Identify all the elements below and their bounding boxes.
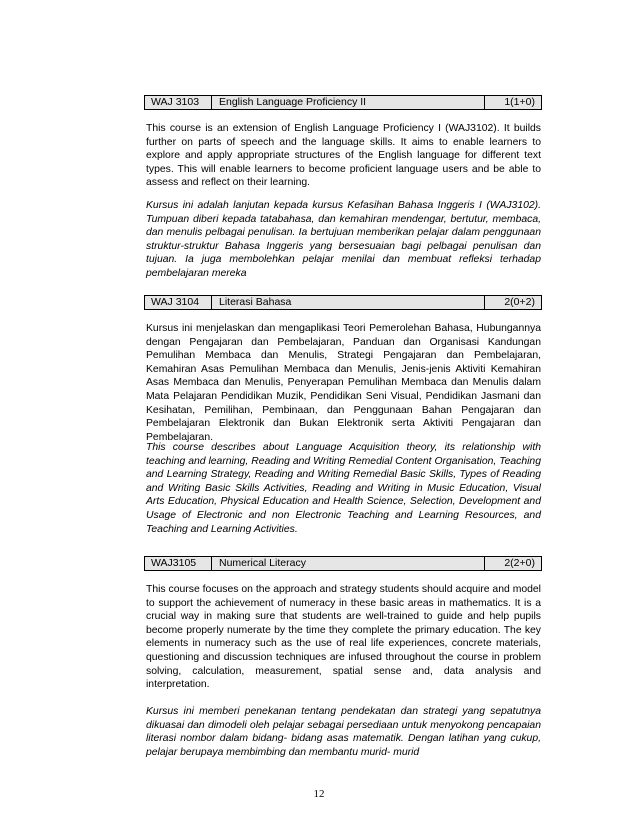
course-code: WAJ3105	[145, 557, 212, 570]
course-header-waj3104	[144, 295, 542, 310]
course-credit: 1(1+0)	[504, 96, 535, 109]
page-number: 12	[313, 788, 325, 800]
course-credit: 2(0+2)	[504, 296, 535, 309]
course-description-english: This course describes about Language Acquisition theory, its relationship with teaching and learning, Reading and Writing Remedial Content Organisation, Teaching and Learning Strategy, Reading and Writing Remedial Basic Skills, Types of Reading and Writing Basic Skills Activities, Reading and Writing in Music Education, Visual Arts Education, Physical Education and Health Science, Selection, Development and Usage of Electronic and non Electronic Teaching and Learning Resources, and Teaching and Learning Activities.	[146, 442, 541, 535]
course-header-waj3103	[144, 95, 542, 110]
course-description-malay: Kursus ini memberi penekanan tentang pendekatan dan strategi yang sepatutnya dikuasai dan dimodeli oleh pelajar sebagai persediaan untuk menyokong pencapaian literasi nombor dalam bidang- bidang asas matematik. Dengan latihan yang cukup, pelajar berupaya membimbing dan membantu murid- murid	[146, 706, 541, 758]
course-title: English Language Proficiency II	[219, 97, 367, 108]
course-description-malay: Kursus ini adalah lanjutan kepada kursus Kefasihan Bahasa Inggeris I (WAJ3102). Tumpuan diberi kepada tatabahasa, dan kemahiran mendengar, bertutur, membaca, dan menulis pelbagai penulisan. Ia bertujuan memberikan pelajar dalam penggunaan struktur-struktur Bahasa Inggeris yang bersesuaian bagi pelbagai penulisan dan tujuan. Ia juga membolehkan pelajar menilai dan membuat refleksi terhadap pembelajaran mereka	[146, 200, 541, 279]
course-description-malay: Kursus ini menjelaskan dan mengaplikasi Teori Pemerolehan Bahasa, Hubungannya dengan Pengajaran dan Pembelajaran, Panduan dan Organisasi Kandungan Pemulihan Membaca dan Menulis, Strategi Pengajaran dan Pembelajaran, Kemahiran Asas Pemulihan Membaca dan Menulis, Jenis-jenis Aktiviti Kemahiran Asas Membaca dan Menulis, Penyerapan Pemulihan Membaca dan Menulis dalam Mata Pelajaran Pendidikan Muzik, Pendidikan Seni Visual, Pendidikan Jasmani dan Kesihatan, Pemilihan, Pembinaan, dan Penggunaan Bahan Pengajaran dan Pembelajaran Elektronik dan Bukan Elektronik serta Aktiviti Pengajaran dan Pembelajaran.	[146, 323, 541, 443]
course-credit: 2(2+0)	[504, 557, 535, 570]
course-description-english: This course is an extension of English Language Proficiency I (WAJ3102). It builds further on parts of speech and the language skills. It aims to enable learners to explore and apply appropriate structures of the English language for different text types. This will enable learners to become proficient language users and be able to assess and reflect on their learning.	[146, 123, 541, 189]
course-title: Literasi Bahasa	[219, 297, 292, 308]
course-header-waj3105	[144, 556, 542, 571]
course-code: WAJ 3103	[145, 96, 212, 109]
course-code: WAJ 3104	[145, 296, 212, 309]
course-title: Numerical Literacy	[219, 558, 306, 569]
course-description-english: This course focuses on the approach and strategy students should acquire and model to support the achievement of numeracy in these basic areas in mathematics. It is a crucial way in making sure that students are well-trained to guide and help pupils become properly numerate by the time they complete the primary education. The key elements in numeracy such as the use of real life experiences, concrete materials, questioning and discussion techniques are infused throughout the course in problem solving, calculation, measurement, spatial sense and, data analysis and interpretation.	[146, 584, 541, 691]
